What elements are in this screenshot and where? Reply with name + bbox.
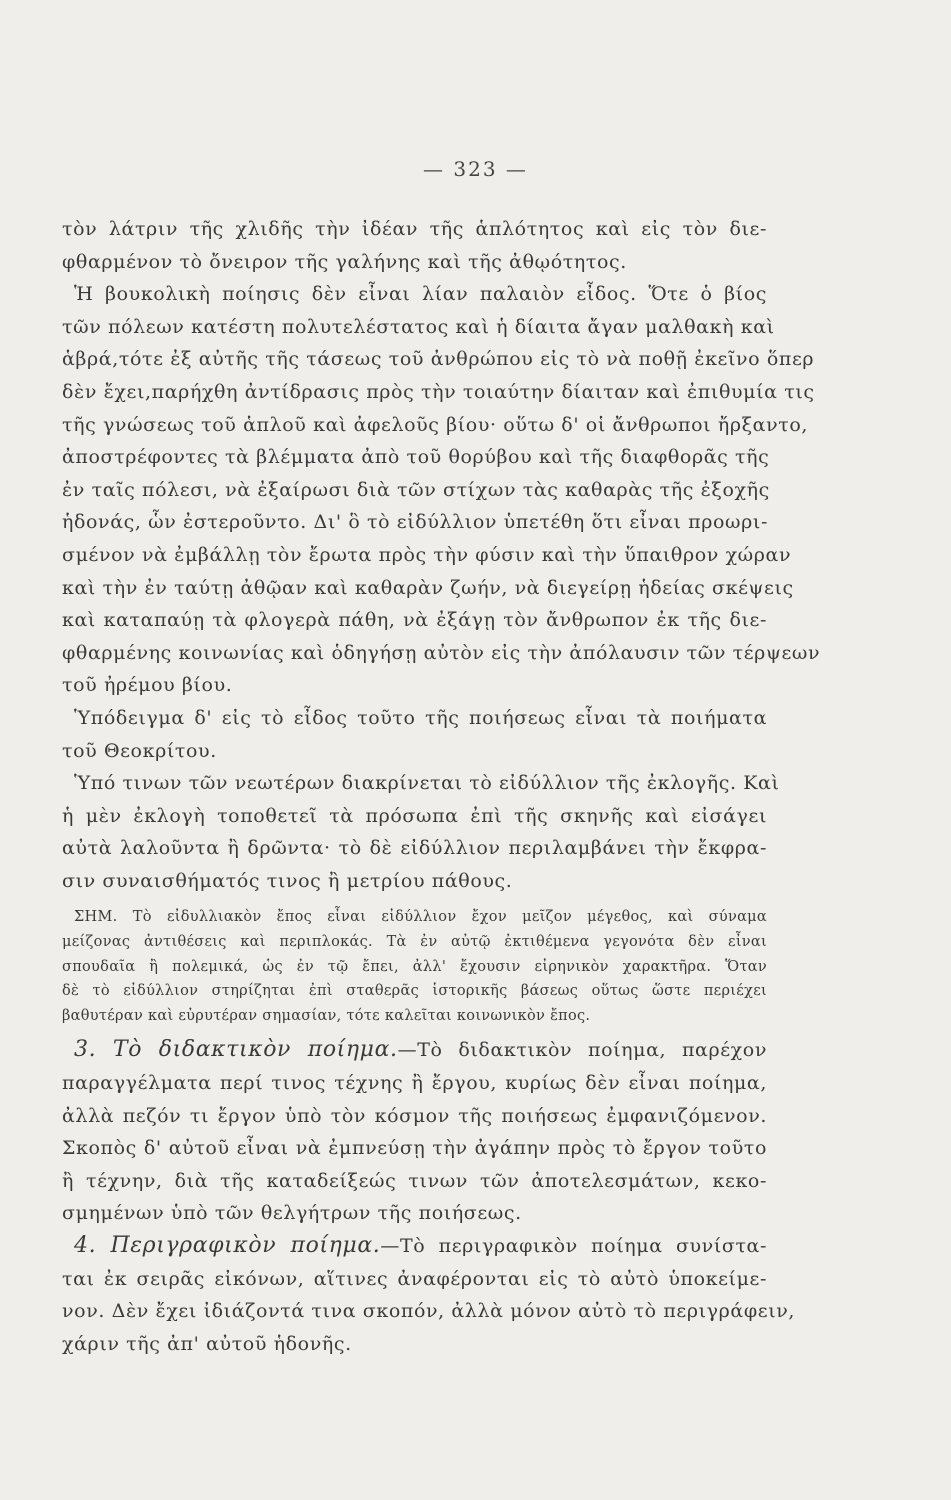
text-line: Σκοπὸς δ' αὐτοῦ εἶναι νὰ ἐμπνεύσῃ τὴν ἀγάπην πρὸς τὸ ἔργον τοῦτο xyxy=(62,1137,767,1160)
paragraph-4 xyxy=(62,767,780,897)
note-line: βαθυτέραν καὶ εὐρυτέραν σημασίαν, τότε καλεῖται κοινωνικὸν ἔπος. xyxy=(62,1007,591,1024)
text-line: Ὑπό τινων τῶν νεωτέρων διακρίνεται τὸ εἰδύλλιον τῆς ἐκλογῆς. Καὶ xyxy=(74,772,780,795)
text-line: σμημένων ὑπὸ τῶν θελγήτρων τῆς ποιήσεως. xyxy=(62,1202,522,1225)
text-line: ται ἐκ σειρᾶς εἰκόνων, αἵτινες ἀναφέρονται εἰς τὸ αὐτὸ ὑποκείμε- xyxy=(62,1267,767,1290)
text-line: τῶν πόλεων κατέστη πολυτελέστατος καὶ ἡ δίαιτα ἄγαν μαλθακὴ καὶ xyxy=(62,315,775,338)
page-body xyxy=(62,213,821,1360)
text-line: ἐν ταῖς πόλεσι, νὰ ἐξαίρωσι διὰ τῶν στίχων τὰς καθαρὰς τῆς ἐξοχῆς xyxy=(62,478,770,501)
text-line: χάριν τῆς ἀπ' αὐτοῦ ἡδονῆς. xyxy=(62,1332,352,1355)
note-text: Τὸ εἰδυλλιακὸν ἔπος εἶναι εἰδύλλιον ἔχον μεῖζον μέγεθος, καὶ σύναμα xyxy=(132,909,767,926)
note-line: μείζονας ἀντιθέσεις καὶ περιπλοκάς. Τὰ ἐν αὐτῷ ἐκτιθέμενα γεγονότα δὲν εἶναι xyxy=(62,934,767,951)
note-line: σπουδαῖα ἢ πολεμικά, ὡς ἐν τῷ ἔπει, ἀλλ' ἔχουσιν εἰρηνικὸν χαρακτῆρα. Ὅταν xyxy=(62,958,767,975)
text-line: ἡδονάς, ὧν ἐστεροῦντο. Δι' ὃ τὸ εἰδύλλιον ὑπετέθη ὅτι εἶναι προωρι- xyxy=(62,511,768,534)
text-line: καὶ τὴν ἐν ταύτῃ ἀθῷαν καὶ καθαρὰν ζωήν, νὰ διεγείρῃ ἡδείας σκέψεις xyxy=(62,576,794,599)
paragraph-3 xyxy=(62,702,767,767)
text-line: σιν συναισθήματός τινος ἢ μετρίου πάθους. xyxy=(62,869,513,892)
text-line: τοῦ Θεοκρίτου. xyxy=(62,739,217,762)
text-line: ἡ μὲν ἐκλογὴ τοποθετεῖ τὰ πρόσωπα ἐπὶ τῆς σκηνῆς καὶ εἰσάγει xyxy=(62,804,767,827)
text-line: φθαρμένης κοινωνίας καὶ ὁδηγήσῃ αὐτὸν εἰς τὴν ἀπόλαυσιν τῶν τέρψεων xyxy=(62,641,821,664)
text-line: τὸν λάτριν τῆς χλιδῆς τὴν ἰδέαν τῆς ἁπλότητος καὶ εἰς τὸν διε- xyxy=(62,218,767,240)
text-line: τοῦ ἠρέμου βίου. xyxy=(62,674,233,697)
note-line xyxy=(62,905,767,930)
note-label: ΣΗΜ. xyxy=(74,909,118,926)
text-line: νον. Δὲν ἔχει ἰδιάζοντά τινα σκοπόν, ἀλλὰ μόνον αὐτὸ τὸ περιγράφειν, xyxy=(62,1300,796,1323)
section-heading: 4. Περιγραφικὸν ποίημα. xyxy=(74,1233,381,1258)
text-line: σμένον νὰ ἐμβάλλῃ τὸν ἔρωτα πρὸς τὴν φύσιν καὶ τὴν ὕπαιθρον χώραν xyxy=(62,543,792,566)
text-line: αὐτὰ λαλοῦντα ἢ δρῶντα· τὸ δὲ εἰδύλλιον περιλαμβάνει τὴν ἔκφρα- xyxy=(62,837,767,860)
section-text: —Τὸ περιγραφικὸν ποίημα συνίστα- xyxy=(380,1235,768,1257)
paragraph-1 xyxy=(62,213,767,278)
text-line: ἁβρά,τότε ἐξ αὐτῆς τῆς τάσεως τοῦ ἀνθρώπου εἰς τὸ νὰ ποθῇ ἐκεῖνο ὅπερ xyxy=(62,348,815,371)
section-3 xyxy=(62,1034,767,1230)
text-line xyxy=(62,1230,767,1263)
text-line: δὲν ἔχει,παρήχθη ἀντίδρασις πρὸς τὴν τοιαύτην δίαιταν καὶ ἐπιθυμία τις xyxy=(62,380,815,403)
text-line: τῆς γνώσεως τοῦ ἁπλοῦ καὶ ἀφελοῦς βίου· οὕτω δ' οἱ ἄνθρωποι ἤρξαντο, xyxy=(62,413,809,436)
text-line: καὶ καταπαύῃ τὰ φλογερὰ πάθη, νὰ ἐξάγῃ τὸν ἄνθρωπον ἐκ τῆς διε- xyxy=(62,609,767,632)
text-line: ἀποστρέφοντες τὰ βλέμματα ἀπὸ τοῦ θορύβου καὶ τῆς διαφθορᾶς τῆς xyxy=(62,446,770,469)
footnote xyxy=(62,905,767,1028)
paragraph-2 xyxy=(62,278,821,702)
section-text: —Τὸ διδακτικὸν ποίημα, παρέχον xyxy=(397,1039,767,1062)
section-heading: 3. Τὸ διδακτικὸν ποίημα. xyxy=(74,1037,398,1063)
section-4 xyxy=(62,1230,796,1360)
text-line: φθαρμένον τὸ ὄνειρον τῆς γαλήνης καὶ τῆς ἀθῳότητος. xyxy=(62,250,627,273)
text-line: ἀλλὰ πεζόν τι ἔργον ὑπὸ τὸν κόσμον τῆς ποιήσεως ἐμφανιζόμενον. xyxy=(62,1104,767,1127)
text-line: Ἡ βουκολικὴ ποίησις δὲν εἶναι λίαν παλαιὸν εἶδος. Ὅτε ὁ βίος xyxy=(74,283,767,306)
text-line: παραγγέλματα περί τινος τέχνης ἢ ἔργου, κυρίως δὲν εἶναι ποίημα, xyxy=(62,1072,767,1095)
text-line: ἢ τέχνην, διὰ τῆς καταδείξεώς τινων τῶν ἀποτελεσμάτων, κεκο- xyxy=(62,1169,767,1192)
spacer xyxy=(62,897,767,905)
text-line: Ὑπόδειγμα δ' εἰς τὸ εἶδος τοῦτο τῆς ποιήσεως εἶναι τὰ ποιήματα xyxy=(74,706,767,729)
page-number: — 323 — xyxy=(423,157,528,181)
note-line: δὲ τὸ εἰδύλλιον στηρίζηται ἐπὶ σταθερᾶς ἱστορικῆς βάσεως οὕτως ὥστε περιέχει xyxy=(62,983,767,1000)
text-line xyxy=(62,1034,767,1067)
